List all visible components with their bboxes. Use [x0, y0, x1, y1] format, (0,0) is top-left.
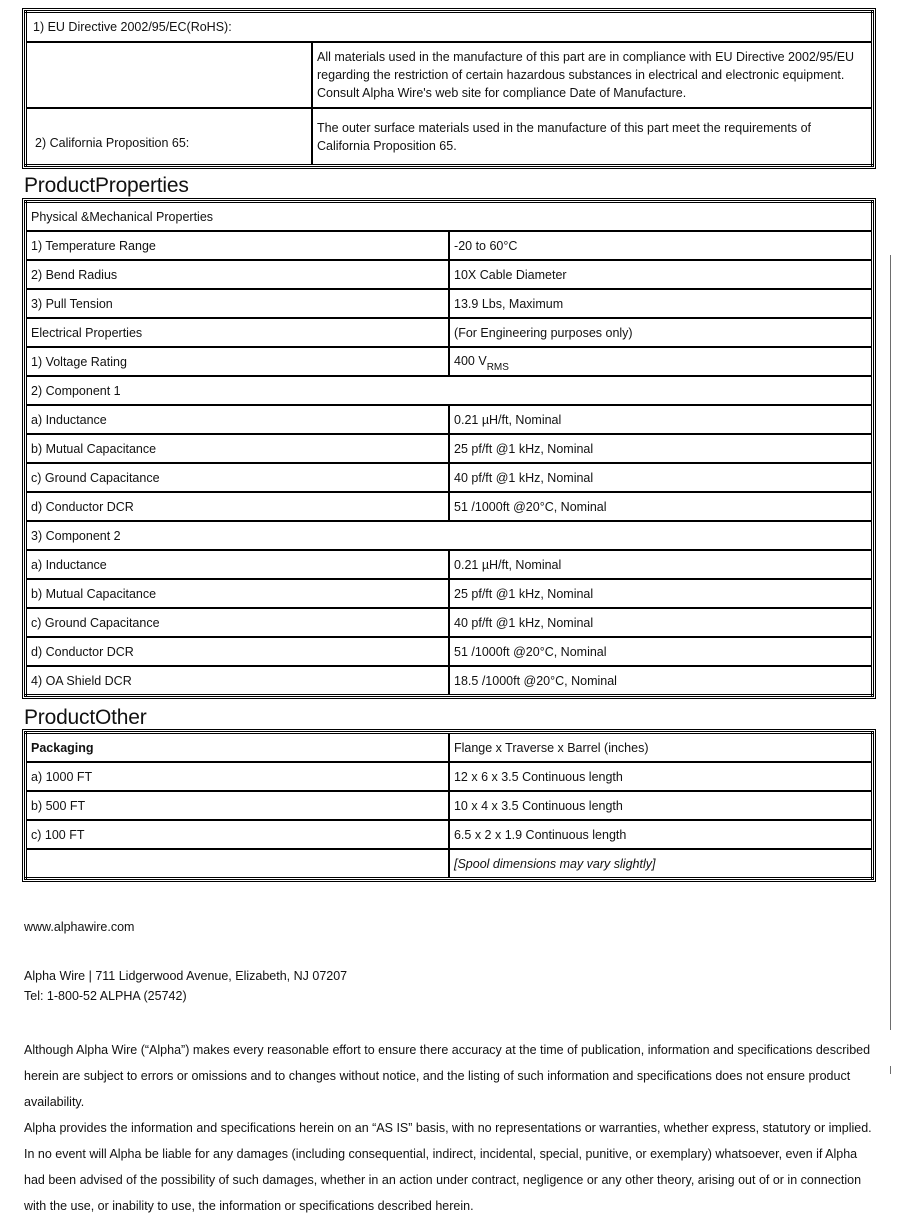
rohs-text: All materials used in the manufacture of this part are in compliance with EU Directive 2002/95/EU regarding the restriction of certain hazardous substances in electrical and electronic equipment. Consult Alpha Wire's web site for compliance Date of Manufacture. — [312, 42, 873, 108]
component2-inductance-value: 0.21 µH/ft, Nominal — [449, 550, 872, 579]
rohs-header: 1) EU Directive 2002/95/EC(RoHS): — [26, 12, 873, 43]
prop65-label: 2) California Proposition 65: — [26, 108, 313, 166]
component2-mutual-capacitance-value: 25 pf/ft @1 kHz, Nominal — [449, 579, 872, 608]
table-row — [26, 202, 873, 232]
electrical-header: Electrical Properties — [26, 318, 450, 347]
shield-dcr-value: 18.5 /1000ft @20°C, Nominal — [449, 666, 872, 696]
table-row — [26, 463, 873, 492]
packaging-label: Packaging — [26, 733, 449, 763]
electrical-note: (For Engineering purposes only) — [449, 318, 872, 347]
compliance-table — [24, 10, 874, 167]
product-other-table — [24, 731, 874, 880]
disclaimer — [24, 1037, 874, 1219]
component1-inductance-value: 0.21 µH/ft, Nominal — [449, 405, 872, 434]
packaging-1000ft-label: a) 1000 FT — [26, 762, 449, 791]
bend-radius-value: 10X Cable Diameter — [449, 260, 872, 289]
component1-conductor-dcr-label: d) Conductor DCR — [26, 492, 450, 521]
empty-cell — [26, 42, 313, 108]
component1-inductance-label: a) Inductance — [26, 405, 450, 434]
component2-conductor-dcr-value: 51 /1000ft @20°C, Nominal — [449, 637, 872, 666]
company-address: Alpha Wire | 711 Lidgerwood Avenue, Elizabeth, NJ 07207 — [24, 969, 348, 983]
voltage-value — [449, 347, 872, 376]
voltage-unit-subscript: RMS — [486, 362, 509, 373]
prop65-text: The outer surface materials used in the manufacture of this part meet the requirements of California Proposition 65. — [312, 108, 873, 166]
scrollbar[interactable] — [890, 255, 891, 1030]
packaging-500ft-value: 10 x 4 x 3.5 Continuous length — [449, 791, 873, 820]
table-row — [26, 820, 873, 849]
packaging-100ft-value: 6.5 x 2 x 1.9 Continuous length — [449, 820, 873, 849]
table-row — [26, 608, 873, 637]
scrollbar-marker — [890, 1066, 891, 1074]
component1-mutual-capacitance-value: 25 pf/ft @1 kHz, Nominal — [449, 434, 872, 463]
table-row — [26, 318, 873, 347]
component2-conductor-dcr-label: d) Conductor DCR — [26, 637, 450, 666]
spool-note: [Spool dimensions may vary slightly] — [449, 849, 873, 879]
component2-mutual-capacitance-label: b) Mutual Capacitance — [26, 579, 450, 608]
table-row — [26, 42, 873, 108]
bend-radius-label: 2) Bend Radius — [26, 260, 450, 289]
table-row — [26, 405, 873, 434]
table-row — [26, 521, 873, 550]
component2-header: 3) Component 2 — [26, 521, 873, 550]
table-row — [26, 849, 873, 879]
product-other-title: ProductOther — [24, 706, 147, 729]
component2-ground-capacitance-label: c) Ground Capacitance — [26, 608, 450, 637]
component1-conductor-dcr-value: 51 /1000ft @20°C, Nominal — [449, 492, 872, 521]
component2-ground-capacitance-value: 40 pf/ft @1 kHz, Nominal — [449, 608, 872, 637]
table-row — [26, 492, 873, 521]
product-properties-table — [24, 200, 874, 697]
component1-mutual-capacitance-label: b) Mutual Capacitance — [26, 434, 450, 463]
temperature-value: -20 to 60°C — [449, 231, 872, 260]
packaging-100ft-label: c) 100 FT — [26, 820, 449, 849]
table-row — [26, 289, 873, 318]
disclaimer-paragraph-2: Alpha provides the information and specifications herein on an “AS IS” basis, with no representations or warranties, whether express, statutory or implied. In no event will Alpha be liable for any damages (including consequential, indirect, incidental, special, punitive, or exemplary) whatsoever, even if Alpha had been advised of the possibility of such damages, whether in an action under contract, negligence or any other theory, arising out of or in connection with the use, or inability to use, the information or specifications described herein. — [24, 1121, 872, 1213]
temperature-label: 1) Temperature Range — [26, 231, 450, 260]
voltage-label: 1) Voltage Rating — [26, 347, 450, 376]
table-row — [26, 108, 873, 166]
pull-tension-value: 13.9 Lbs, Maximum — [449, 289, 872, 318]
table-row — [26, 12, 873, 43]
company-phone: Tel: 1-800-52 ALPHA (25742) — [24, 989, 187, 1003]
contact-block — [24, 966, 874, 1006]
voltage-number: 400 V — [454, 354, 487, 368]
packaging-1000ft-value: 12 x 6 x 3.5 Continuous length — [449, 762, 873, 791]
product-properties-title: ProductProperties — [24, 174, 189, 197]
table-row — [26, 791, 873, 820]
component1-header: 2) Component 1 — [26, 376, 873, 405]
table-row — [26, 637, 873, 666]
empty-cell — [26, 849, 449, 879]
component1-ground-capacitance-label: c) Ground Capacitance — [26, 463, 450, 492]
table-row — [26, 733, 873, 763]
table-row — [26, 762, 873, 791]
packaging-header: Flange x Traverse x Barrel (inches) — [449, 733, 873, 763]
component2-inductance-label: a) Inductance — [26, 550, 450, 579]
table-row — [26, 666, 873, 696]
table-row — [26, 347, 873, 376]
packaging-500ft-label: b) 500 FT — [26, 791, 449, 820]
table-row — [26, 579, 873, 608]
table-row — [26, 231, 873, 260]
table-row — [26, 376, 873, 405]
shield-dcr-label: 4) OA Shield DCR — [26, 666, 450, 696]
website-link[interactable]: www.alphawire.com — [24, 920, 135, 934]
physical-header: Physical &Mechanical Properties — [26, 202, 873, 232]
pull-tension-label: 3) Pull Tension — [26, 289, 450, 318]
table-row — [26, 550, 873, 579]
component1-ground-capacitance-value: 40 pf/ft @1 kHz, Nominal — [449, 463, 872, 492]
table-row — [26, 260, 873, 289]
table-row — [26, 434, 873, 463]
disclaimer-paragraph-1: Although Alpha Wire (“Alpha”) makes every reasonable effort to ensure there accuracy at the time of publication, information and specifications described herein are subject to errors or omissions and to changes without notice, and the listing of such information and specifications does not ensure product availability. — [24, 1043, 871, 1109]
